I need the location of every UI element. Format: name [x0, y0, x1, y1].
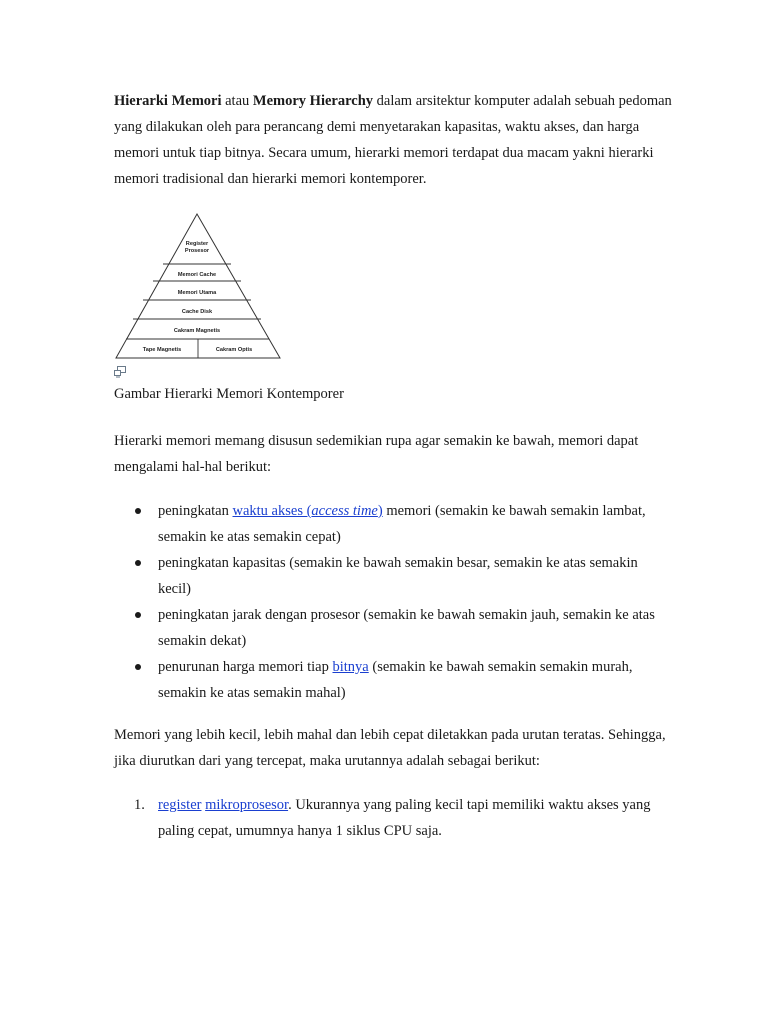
ordered-list: [114, 792, 674, 844]
list-item-text: penurunan harga memori tiap: [158, 659, 333, 675]
paragraph-3: Memori yang lebih kecil, lebih mahal dan lebih cepat diletakkan pada urutan teratas. Sehingga, jika diurutkan dari yang tercepat, maka urutannya adalah sebagai berikut:: [114, 727, 666, 769]
level-cakram-magnetis: Cakram Magnetis: [173, 328, 221, 334]
term-memory-hierarchy: Memory Hierarchy: [252, 93, 374, 109]
link-bitnya[interactable]: bitnya: [332, 659, 369, 675]
level-prosesor: Prosesor: [184, 248, 210, 254]
list-item: [114, 602, 674, 654]
list-item-text: peningkatan jarak dengan prosesor (semakin ke bawah semakin jauh, semakin ke atas semakin dekat): [158, 607, 655, 649]
list-number: 1.: [134, 797, 145, 813]
level-memori-utama: Memori Utama: [177, 290, 217, 296]
list-item: [114, 498, 674, 550]
pyramid-outline: [116, 214, 280, 358]
paragraph-2: Hierarki memori memang disusun sedemikian rupa agar semakin ke bawah, memori dapat mengalami hal-hal berikut:: [114, 433, 639, 475]
intro-text: dalam arsitektur komputer adalah sebuah pedoman yang dilakukan oleh para perancang demi menyetarakan kapasitas, waktu akses, dan harga memori untuk tiap bitnya. Secara umum, hierarki memori terdapat dua macam yakni hierarki memori tradisional dan hierarki memori kontemporer.: [114, 93, 672, 187]
level-register: Register: [185, 241, 209, 247]
list-item-text: (semakin ke bawah semakin semakin murah, semakin ke atas semakin mahal): [158, 659, 633, 701]
list-item-text: . Ukurannya yang paling kecil tapi memiliki waktu akses yang paling cepat, umumnya hanya 1 siklus CPU saja.: [158, 797, 651, 839]
intro-paragraph: [114, 88, 674, 192]
bullet-dot: [135, 508, 141, 514]
memory-hierarchy-pyramid: [112, 212, 284, 362]
list-item: [114, 654, 674, 706]
image-placeholder-icon[interactable]: [114, 366, 126, 378]
link-mikroprosesor[interactable]: mikroprosesor: [205, 797, 289, 813]
bullet-list: [114, 498, 674, 706]
figure-caption: Gambar Hierarki Memori Kontemporer: [114, 386, 344, 402]
level-tape-magnetis: Tape Magnetis: [142, 347, 182, 353]
list-item-text: peningkatan kapasitas (semakin ke bawah semakin besar, semakin ke atas semakin kecil): [158, 555, 638, 597]
list-item: [114, 792, 674, 844]
list-item-text: memori (semakin ke bawah semakin lambat, semakin ke atas semakin cepat): [158, 503, 646, 545]
level-cache-disk: Cache Disk: [181, 309, 213, 315]
link-waktu-akses[interactable]: waktu akses (access time): [232, 503, 383, 519]
level-cakram-optis: Cakram Optis: [215, 347, 253, 353]
level-memori-cache: Memori Cache: [177, 272, 217, 278]
bullet-dot: [135, 612, 141, 618]
list-item-text: peningkatan: [158, 503, 233, 519]
link-register[interactable]: register: [158, 797, 202, 813]
list-item: [114, 550, 674, 602]
bullet-dot: [135, 560, 141, 566]
bullet-dot: [135, 664, 141, 670]
term-hierarki-memori: Hierarki Memori: [114, 93, 222, 109]
intro-join: atau: [221, 93, 253, 109]
